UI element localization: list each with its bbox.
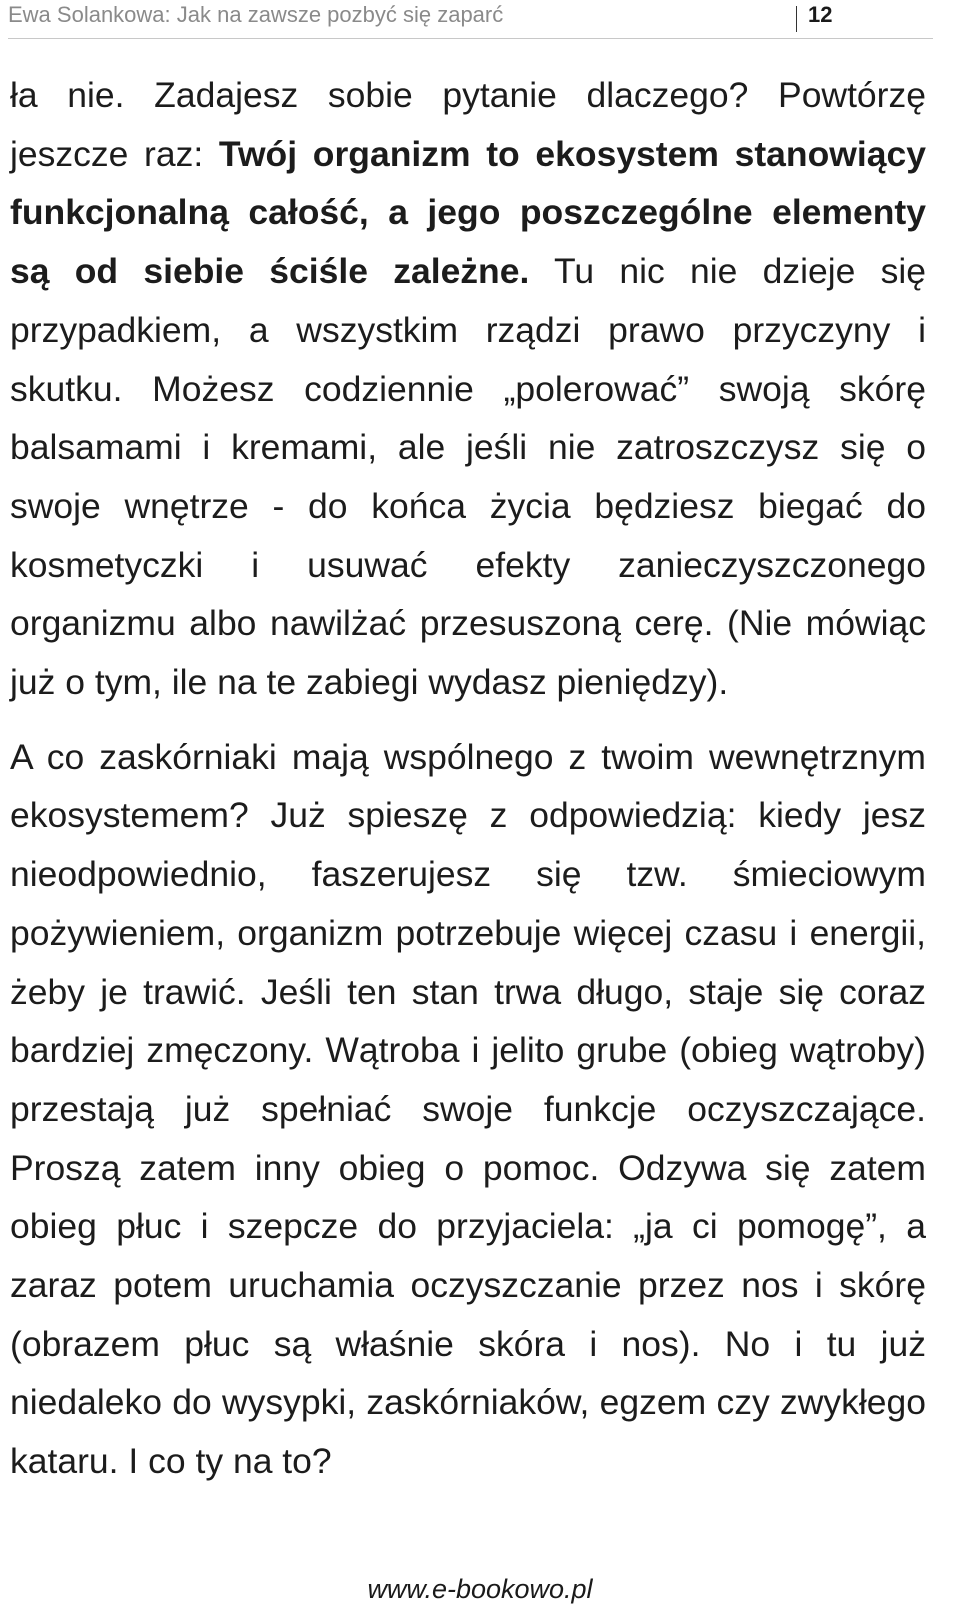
bold-emphasis: Twój organizm to ekosystem stanowiący funkcjonalną całość, a jego poszczególne elementy są od siebie ściśle zależne.	[10, 133, 926, 292]
paragraph-text: ła nie. Zadajesz sobie pytanie dlaczego? Powtórzę jeszcze raz:	[10, 75, 926, 174]
paragraph	[10, 66, 926, 712]
running-title: Ewa Solankowa: Jak na zawsze pozbyć się zaparć	[8, 2, 504, 27]
footer-url: www.e-bookowo.pl	[367, 1574, 593, 1604]
body-text	[10, 66, 926, 1491]
paragraph-text: Tu nic nie dzieje się przypadkiem, a wszystkim rządzi prawo przyczyny i skutku. Możesz codziennie „polerować” swoją skórę balsamami i kremami, ale jeśli nie zatroszczysz się o swoje wnętrze - do końca życia będziesz biegać do kosmetyczki i usuwać efekty zanieczyszczonego organizmu albo nawilżać przesuszoną cerę. (Nie mówiąc już o tym, ile na te zabiegi wydasz pieniędzy).	[10, 251, 926, 703]
paragraph	[10, 728, 926, 1491]
page-header	[8, 0, 933, 39]
paragraph-text: A co zaskórniaki mają wspólnego z twoim wewnętrznym ekosystemem? Już spieszę z odpowiedzią: kiedy jesz nieodpowiednio, faszerujesz się tzw. śmieciowym pożywieniem, organizm potrzebuje więcej czasu i energii, żeby je trawić. Jeśli ten stan trwa długo, staje się coraz bardziej zmęczony. Wątroba i jelito grube (obieg wątroby) przestają już spełniać swoje funkcje oczyszczające. Proszą zatem inny obieg o pomoc. Odzywa się zatem obieg płuc i szepcze do przyjaciela: „ja ci pomogę”, a zaraz potem uruchamia oczyszczanie przez nos i skórę (obrazem płuc są właśnie skóra i nos). No i tu już niedaleko do wysypki, zaskórniaków, egzem czy zwykłego kataru. I co ty na to?	[10, 736, 926, 1482]
page-number: 12	[808, 2, 833, 27]
header-divider	[796, 6, 797, 32]
